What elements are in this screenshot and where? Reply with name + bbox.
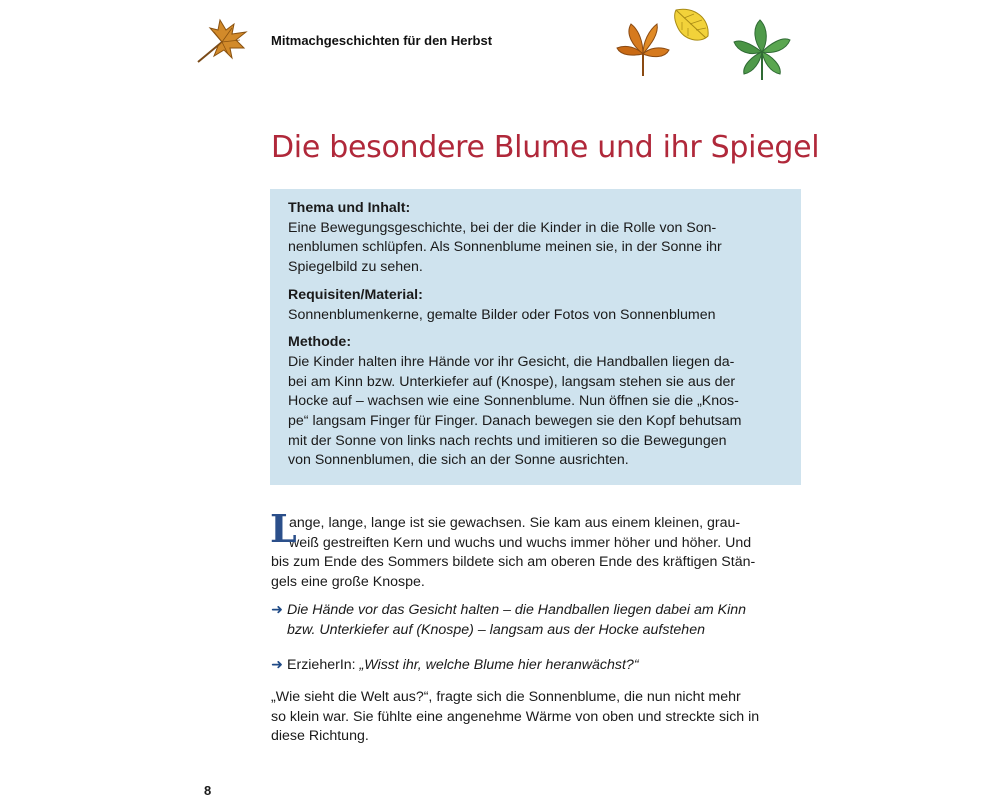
method-line: Die Kinder halten ihre Hände vor ihr Gesicht, die Handballen liegen da- (288, 353, 735, 370)
method-line: von Sonnenblumen, die sich an der Sonne ausrichten. (288, 452, 629, 469)
theme-line: nenblumen schlüpfen. Als Sonnenblume meinen sie, in der Sonne ihr (288, 239, 722, 256)
story-line: „Wie sieht die Welt aus?“, fragte sich die Sonnenblume, die nun nicht mehr (271, 688, 741, 705)
header-title: Mitmachgeschichten für den Herbst (271, 33, 493, 48)
method-heading: Methode: (288, 334, 352, 351)
page-number: 8 (204, 783, 212, 798)
instruction-1 (271, 601, 801, 640)
arrow-right-icon: ➜ (271, 601, 283, 618)
instruction-line: bzw. Unterkiefer auf (Knospe) – langsam aus der Hocke aufstehen (287, 621, 705, 638)
method-line: bei am Kinn bzw. Unterkiefer auf (Knospe), langsam stehen sie aus der (288, 373, 736, 390)
theme-line: Eine Bewegungsgeschichte, bei der die Kinder in die Rolle von Son- (288, 219, 717, 236)
instruction-2 (271, 656, 801, 676)
arrow-right-icon: ➜ (271, 657, 283, 674)
theme-heading: Thema und Inhalt: (288, 200, 411, 216)
instruction-line (271, 656, 801, 676)
horse-chestnut-leaf-icon (732, 18, 792, 82)
maple-leaf-icon (192, 18, 250, 66)
story-paragraph-1 (270, 506, 801, 593)
story-text (270, 506, 801, 747)
method-line: Hocke auf – wachsen wie eine Sonnenblume. Nun öffnen sie die „Knos- (288, 393, 739, 410)
info-box (270, 189, 801, 485)
theme-line: Spiegelbild zu sehen. (288, 259, 423, 276)
story-line: so klein war. Sie fühlte eine angenehme Wärme von oben und streckte sich in (271, 708, 760, 725)
instruction-line: Die Hände vor das Gesicht halten – die Handballen liegen dabei am Kinn (287, 601, 747, 618)
theme-section (288, 199, 783, 278)
story-line: weiß gestreiften Kern und wuchs und wuchs immer höher und höher. Und (289, 534, 752, 551)
story-line: gels eine große Knospe. (271, 574, 425, 591)
story-line: diese Richtung. (271, 728, 369, 745)
speaker-label: ErzieherIn: (287, 657, 360, 674)
birch-leaf-icon (670, 4, 714, 48)
method-section (288, 333, 783, 471)
method-line: mit der Sonne von links nach rechts und imitieren so die Bewegungen (288, 432, 727, 449)
method-line: pe“ langsam Finger für Finger. Danach bewegen sie den Kopf behutsam (288, 413, 742, 430)
story-line: ange, lange, lange ist sie gewachsen. Sie kam aus einem kleinen, grau- (289, 515, 741, 531)
chestnut-leaf-icon (615, 20, 671, 78)
story-line: bis zum Ende des Sommers bildete sich am oberen Ende des kräftigen Stän- (271, 554, 756, 571)
drop-cap: L (270, 506, 297, 551)
speaker-quote: „Wisst ihr, welche Blume hier heranwächst?“ (359, 657, 639, 674)
materials-heading: Requisiten/Material: (288, 286, 423, 303)
materials-line: Sonnenblumenkerne, gemalte Bilder oder Fotos von Sonnenblumen (288, 306, 716, 323)
page-title: Die besondere Blume und ihr Spiegel (271, 130, 820, 165)
story-paragraph-2 (271, 688, 801, 747)
materials-section (288, 286, 783, 325)
